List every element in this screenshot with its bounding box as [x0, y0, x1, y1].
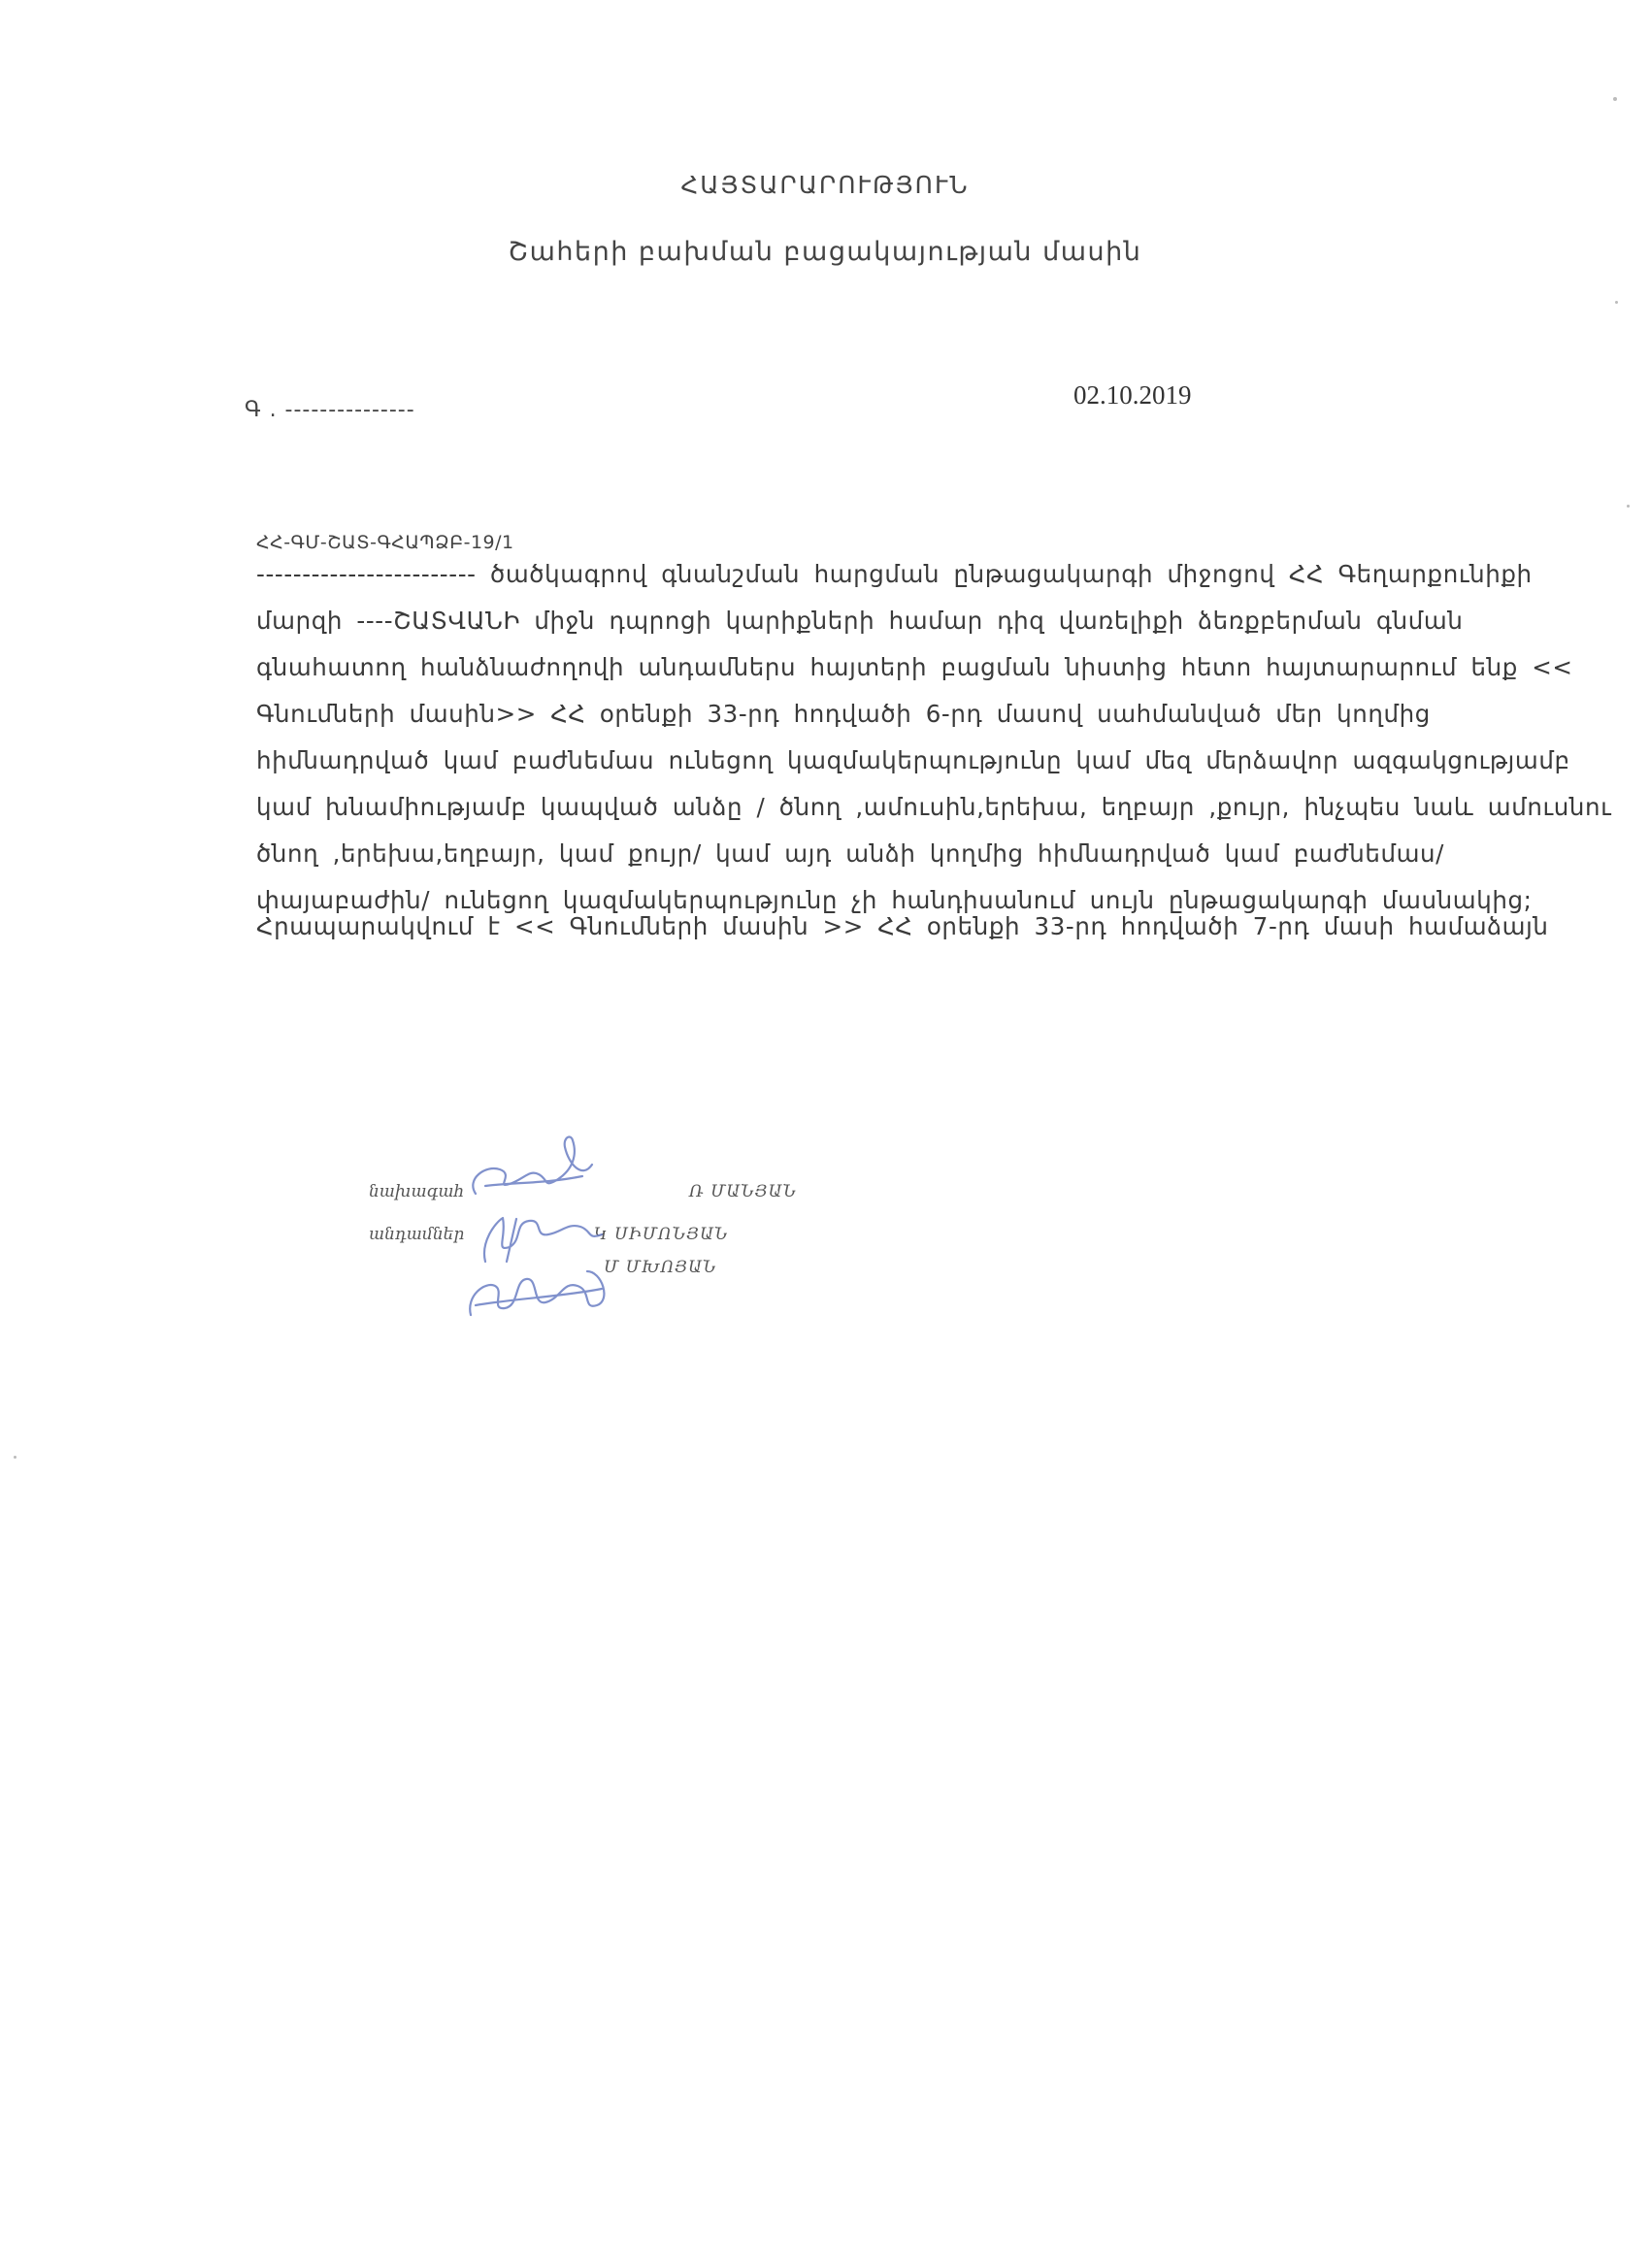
body-line: ծնող ,երեխա,եղբայր, կամ քույր/ կամ այդ անձի կողմից հիմնադրված կամ բաժնեմաս/ — [256, 839, 1445, 868]
scan-speck — [1615, 301, 1618, 304]
body-line: ------------------------ ծածկագրով գնանշման հարցման ընթացակարգի միջոցով ՀՀ Գեղարքունիքի — [256, 560, 1533, 588]
body-line: կամ խնամիությամբ կապված անձը / ծնող ,ամուսին,երեխա, եղբայր ,քույր, ինչպես նաև ամուսնու — [256, 793, 1612, 821]
scan-speck — [1627, 505, 1630, 508]
body-line: հիմնադրված կամ բաժնեմաս ունեցող կազմակերպությունը կամ մեզ մերձավոր ազգակցությամբ — [256, 746, 1570, 774]
body-line: Գնումների մասին>> ՀՀ օրենքի 33-րդ հոդվածի 6-րդ մասով սահմանված մեր կողմից — [256, 700, 1431, 728]
member1-name: Կ ՍԻՄՈՆՅԱՆ — [594, 1225, 729, 1244]
document-subtitle: Շահերի բախման բացակայության մասին — [508, 237, 1142, 267]
document-title: ՀԱՅՏԱՐԱՐՈՒԹՅՈՒՆ — [680, 171, 970, 199]
body-line: գնահատող հանձնաժողովի անդամներս հայտերի բացման նիստից հետո հայտարարում ենք << — [256, 653, 1573, 681]
body-line: փայաբաժին/ ունեցող կազմակերպությունը չի հանդիսանում սույն ընթացակարգի մասնակից; — [256, 886, 1533, 914]
chair-role: նախագահ — [369, 1182, 465, 1201]
declaration-body — [256, 551, 1612, 924]
chair-name: Ռ ՄԱՆՅԱՆ — [689, 1182, 797, 1201]
place-field: Գ . --------------- — [245, 398, 415, 422]
scan-speck — [14, 1456, 16, 1459]
closing-statement: Հրապարակվում է << Գնումների մասին >> ՀՀ օրենքի 33-րդ հոդվածի 7-րդ մասի համաձայն — [256, 912, 1549, 940]
handwritten-signatures — [456, 1126, 641, 1320]
member2-name: Մ ՄԽՈՅԱՆ — [604, 1258, 717, 1277]
document-date: 02.10.2019 — [1073, 380, 1192, 410]
body-line: մարզի ----ՇԱՏՎԱՆԻ միջն դպրոցի կարիքների համար դիզ վառելիքի ձեռքբերման գնման — [256, 607, 1464, 635]
procedure-code: ՀՀ-ԳՄ-ՇԱՏ-ԳՀԱՊՁԲ-19/1 — [256, 532, 514, 553]
scan-speck — [1613, 97, 1617, 101]
members-role: անդամներ — [369, 1225, 465, 1244]
